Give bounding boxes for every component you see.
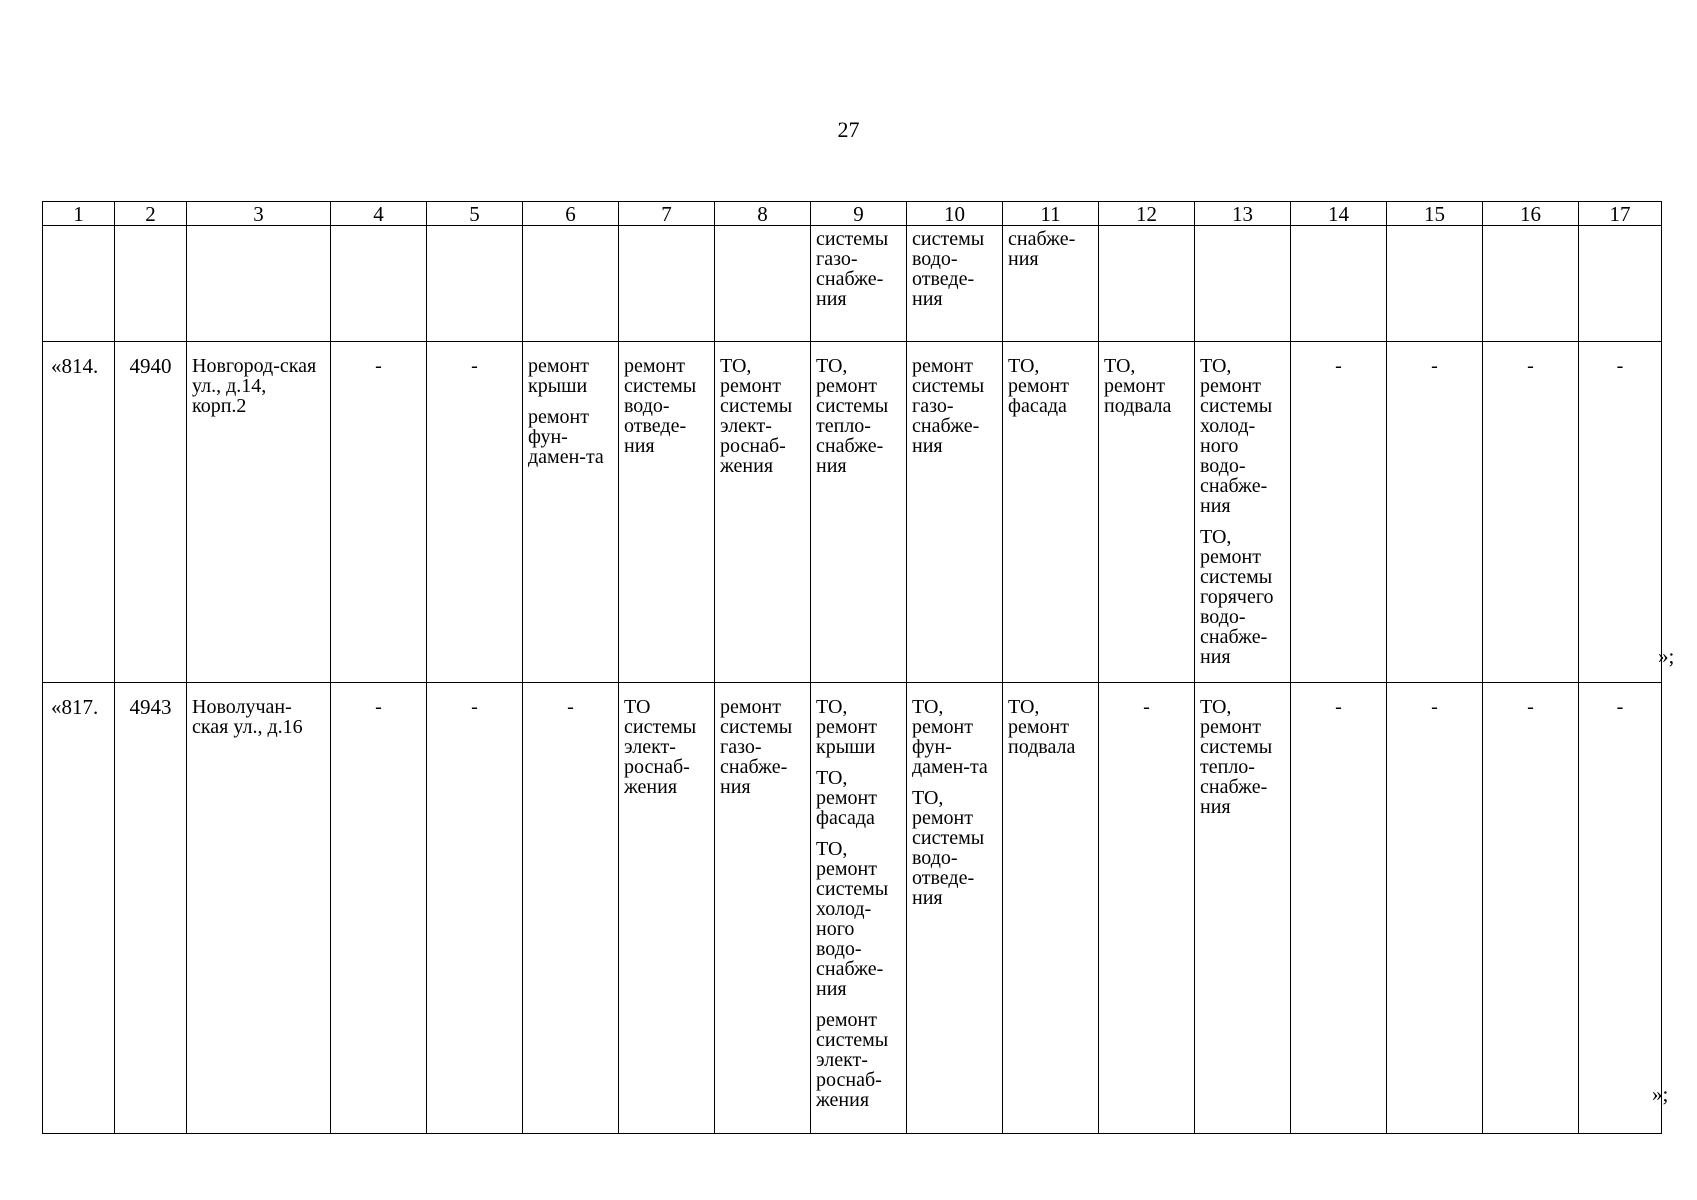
work-entry: ТО, ремонт крыши <box>816 696 877 758</box>
building-address: Новгород-ская ул., д.14, корп.2 <box>187 342 331 683</box>
table-cell-col-4: - <box>331 342 427 683</box>
work-entry: ТО, ремонт подвала <box>1008 696 1076 758</box>
work-entry: ТО системы элект-роснаб-жения <box>624 696 697 798</box>
column-number-cell: 3 <box>187 202 331 226</box>
column-number-cell: 4 <box>331 202 427 226</box>
table-row <box>43 342 1662 683</box>
column-number-cell: 8 <box>715 202 811 226</box>
building-address: Новолучан-ская ул., д.16 <box>187 683 331 1134</box>
table-cell <box>1003 226 1099 342</box>
column-number-cell: 7 <box>619 202 715 226</box>
building-code: 4943 <box>115 683 187 1134</box>
table-cell-col-10 <box>907 342 1003 683</box>
table-cell-col-5: - <box>427 342 523 683</box>
work-entry: ТО, ремонт системы элект-роснаб-жения <box>720 355 793 477</box>
works-table <box>42 201 1662 1134</box>
work-entry: ТО, ремонт системы водо-отведе-ния <box>912 787 985 909</box>
work-entry: ремонт системы газо-снабже-ния <box>720 696 793 798</box>
work-entry: ТО, ремонт системы горячего водо-снабже-ния <box>1200 526 1274 668</box>
table-cell-col-17: - <box>1579 342 1662 683</box>
table-cell-col-7 <box>619 342 715 683</box>
table-cell-col-7 <box>619 683 715 1134</box>
work-entry: ТО, ремонт фасада <box>816 767 877 829</box>
work-entry: ТО, ремонт системы тепло-снабже-ния <box>1200 696 1273 818</box>
table-cell <box>43 226 115 342</box>
page-number: 27 <box>837 117 860 142</box>
column-number-cell: 6 <box>523 202 619 226</box>
table-cell <box>619 226 715 342</box>
table-cell <box>1099 226 1195 342</box>
table-cell-col-9 <box>811 342 907 683</box>
column-number-cell: 15 <box>1387 202 1483 226</box>
continuation-row <box>43 226 1662 342</box>
table-cell <box>1195 226 1291 342</box>
work-entry: ремонт системы водо-отведе-ния <box>624 355 697 457</box>
table-cell <box>1579 226 1662 342</box>
work-entry: ремонт системы элект-роснаб-жения <box>816 1009 889 1111</box>
table-cell <box>115 226 187 342</box>
table-row <box>43 683 1662 1134</box>
table-cell <box>331 226 427 342</box>
table-cell-col-14: - <box>1291 683 1387 1134</box>
table-cell-col-16: - <box>1483 342 1579 683</box>
table-cell <box>1291 226 1387 342</box>
building-code: 4940 <box>115 342 187 683</box>
work-entry: ТО, ремонт фун-дамен-та <box>912 696 988 778</box>
work-entry: ТО, ремонт фасада <box>1008 355 1069 417</box>
column-number-cell: 9 <box>811 202 907 226</box>
work-entry: ТО, ремонт системы холод-ного водо-снабже-ния <box>1200 355 1273 517</box>
table-cell-col-5: - <box>427 683 523 1134</box>
column-number-cell: 1 <box>43 202 115 226</box>
table-cell-col-17: - <box>1579 683 1662 1134</box>
table-cell-col-8 <box>715 342 811 683</box>
column-number-cell: 10 <box>907 202 1003 226</box>
row-number: «814. <box>43 342 115 683</box>
work-entry: ремонт фун-дамен-та <box>528 406 604 468</box>
table-cell-col-13 <box>1195 342 1291 683</box>
table-cell <box>427 226 523 342</box>
table-cell <box>523 226 619 342</box>
table-cell <box>715 226 811 342</box>
row-closing-quote: »; <box>1652 1082 1669 1106</box>
column-number-cell: 11 <box>1003 202 1099 226</box>
table-cell-col-14: - <box>1291 342 1387 683</box>
table-cell-col-11 <box>1003 683 1099 1134</box>
table-cell-col-15: - <box>1387 342 1483 683</box>
table-cell <box>1483 226 1579 342</box>
column-number-cell: 14 <box>1291 202 1387 226</box>
row-closing-quote: »; <box>1658 644 1675 668</box>
table-cell-col-6: - <box>523 683 619 1134</box>
table-cell <box>1387 226 1483 342</box>
table-cell-col-13 <box>1195 683 1291 1134</box>
work-entry: ТО, ремонт системы тепло-снабже-ния <box>816 355 889 477</box>
table-cell-col-6 <box>523 342 619 683</box>
table-cell <box>811 226 907 342</box>
table-cell-col-4: - <box>331 683 427 1134</box>
table-cell-col-11 <box>1003 342 1099 683</box>
column-number-cell: 12 <box>1099 202 1195 226</box>
work-entry: системы водо-отведе-ния <box>912 228 985 310</box>
row-number: «817. <box>43 683 115 1134</box>
work-entry: системы газо-снабже-ния <box>816 228 889 310</box>
table-cell <box>187 226 331 342</box>
column-number-cell: 16 <box>1483 202 1579 226</box>
column-number-cell: 17 <box>1579 202 1662 226</box>
table-cell-col-16: - <box>1483 683 1579 1134</box>
table-cell <box>907 226 1003 342</box>
table-cell-col-15: - <box>1387 683 1483 1134</box>
work-entry: ремонт системы газо-снабже-ния <box>912 355 985 457</box>
table-cell-col-9 <box>811 683 907 1134</box>
column-number-row <box>43 202 1662 226</box>
work-entry: ТО, ремонт системы холод-ного водо-снабже-ния <box>816 838 889 1000</box>
work-entry: ремонт крыши <box>528 355 589 397</box>
table-cell-col-12 <box>1099 342 1195 683</box>
work-entry: ТО, ремонт подвала <box>1104 355 1172 417</box>
column-number-cell: 2 <box>115 202 187 226</box>
column-number-cell: 13 <box>1195 202 1291 226</box>
column-number-cell: 5 <box>427 202 523 226</box>
work-entry: снабже-ния <box>1008 228 1076 270</box>
table-cell-col-10 <box>907 683 1003 1134</box>
table-cell-col-8 <box>715 683 811 1134</box>
table-cell-col-12: - <box>1099 683 1195 1134</box>
